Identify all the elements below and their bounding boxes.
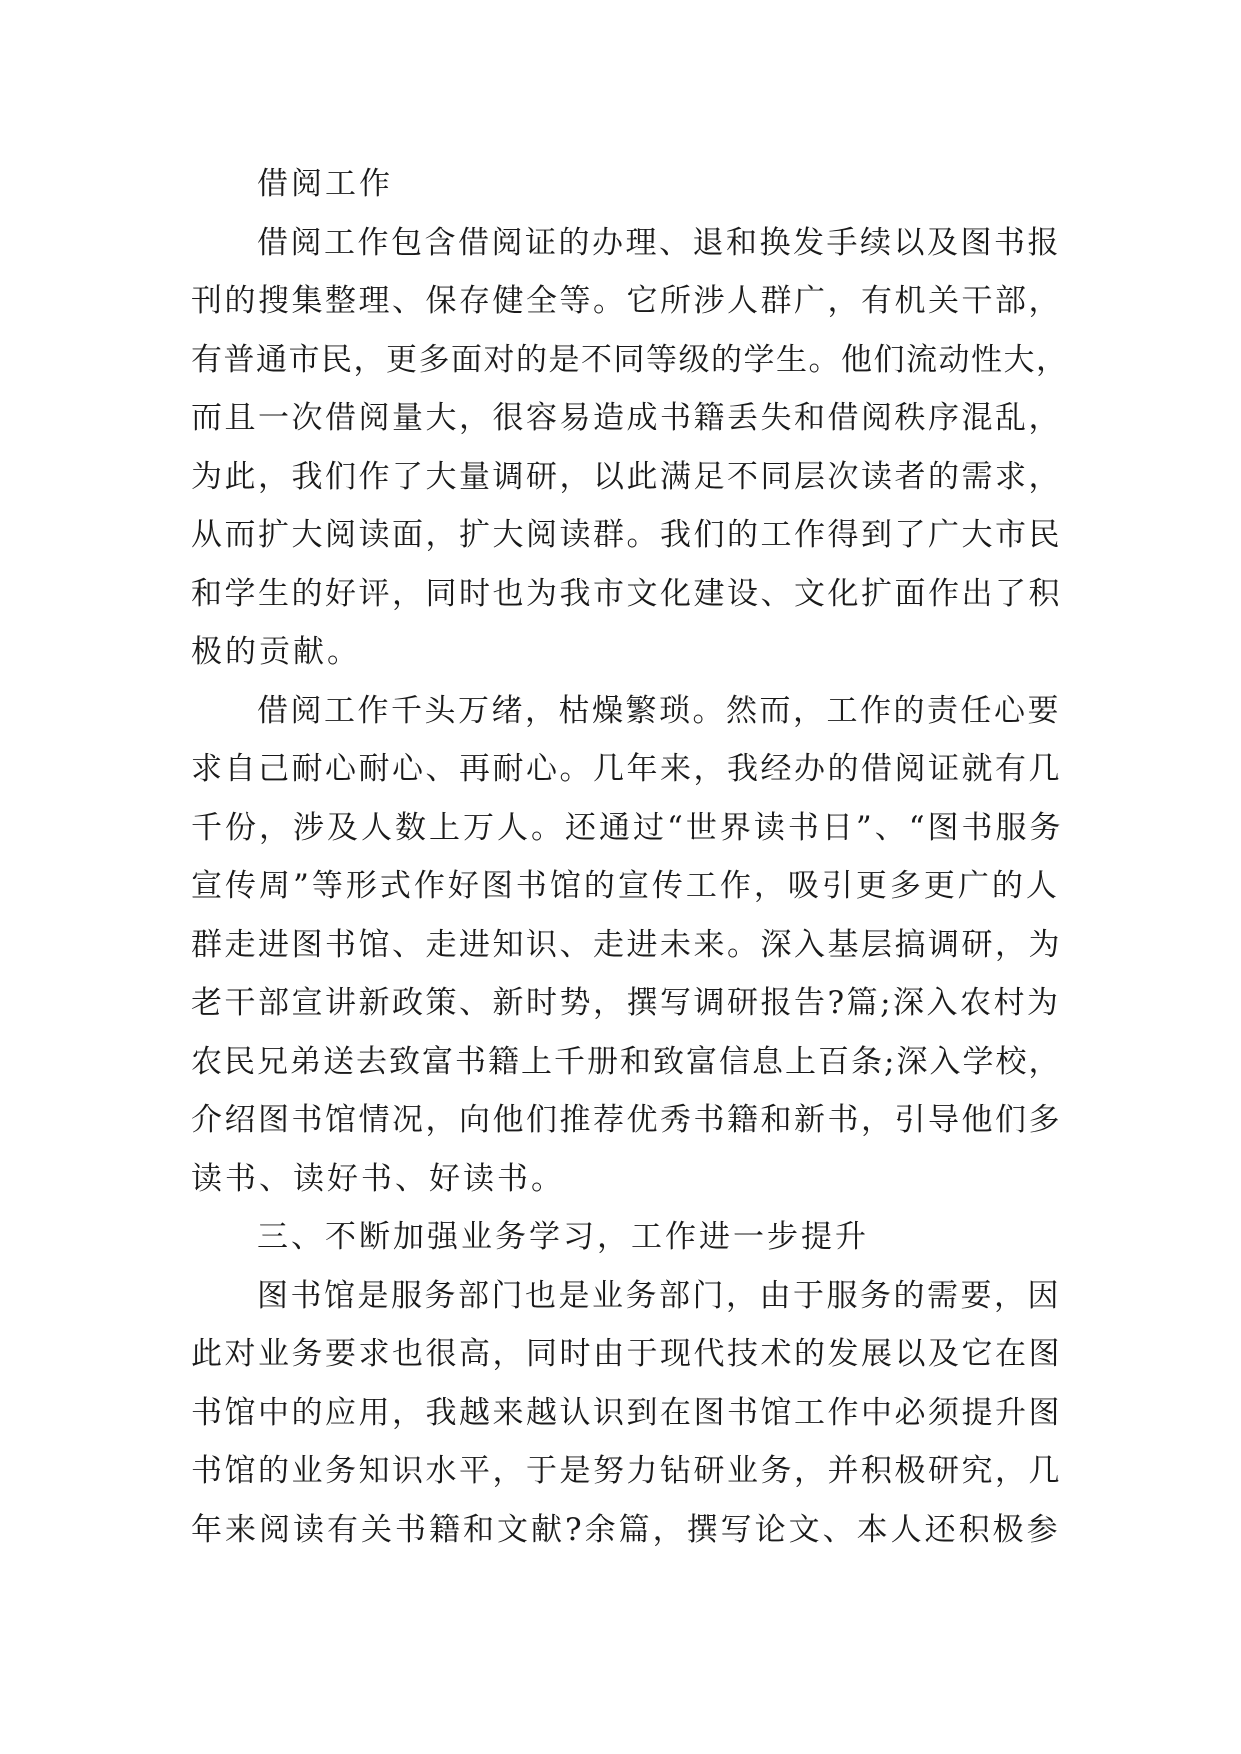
- paragraph-line: 从而扩大阅读面，扩大阅读群。我们的工作得到了广大市民: [191, 517, 1062, 553]
- paragraph-line: 此对业务要求也很高，同时由于现代技术的发展以及它在图: [191, 1336, 1062, 1372]
- document-body: [191, 155, 1071, 1559]
- section-heading-study: 三、不断加强业务学习，工作进一步提升: [257, 1219, 869, 1255]
- paragraph-line: 老干部宣讲新政策、新时势，撰写调研报告?篇;深入农村为: [191, 985, 1061, 1021]
- paragraph-line: 为此，我们作了大量调研，以此满足不同层次读者的需求，: [191, 458, 1062, 495]
- paragraph-line: 而且一次借阅量大，很容易造成书籍丢失和借阅秩序混乱，: [191, 400, 1062, 436]
- paragraph-line: 读书、读好书、好读书。: [191, 1160, 565, 1197]
- paragraph-line: 借阅工作包含借阅证的办理、退和换发手续以及图书报: [257, 224, 1061, 261]
- paragraph-line: 书馆的业务知识水平，于是努力钻研业务，并积极研究，几: [191, 1453, 1062, 1489]
- paragraph-line: 图书馆是服务部门也是业务部门，由于服务的需要，因: [257, 1277, 1061, 1314]
- paragraph-line: 千份，涉及人数上万人。还通过“世界读书日”、“图书服务: [191, 809, 1064, 846]
- paragraph-line: 介绍图书馆情况，向他们推荐优秀书籍和新书，引导他们多: [191, 1102, 1062, 1138]
- paragraph-line: 和学生的好评，同时也为我市文化建设、文化扩面作出了积: [191, 575, 1062, 612]
- paragraph-line: 书馆中的应用，我越来越认识到在图书馆工作中必须提升图: [191, 1394, 1062, 1431]
- paragraph-line: 有普通市民，更多面对的是不同等级的学生。他们流动性大，: [191, 341, 1069, 378]
- paragraph-line: 宣传周”等形式作好图书馆的宣传工作，吸引更多更广的人: [191, 868, 1060, 904]
- paragraph-line: 群走进图书馆、走进知识、走进未来。深入基层搞调研，为: [191, 926, 1062, 963]
- paragraph-line: 农民兄弟送去致富书籍上千册和致富信息上百条;深入学校，: [191, 1043, 1062, 1080]
- section-heading-borrowing: 借阅工作: [257, 166, 393, 202]
- paragraph-line: 年来阅读有关书籍和文献?余篇，撰写论文、本人还积极参: [191, 1511, 1061, 1548]
- paragraph-line: 借阅工作千头万绪，枯燥繁琐。然而，工作的责任心要: [257, 692, 1061, 729]
- paragraph-line: 极的贡献。: [191, 634, 361, 670]
- paragraph-line: 刊的搜集整理、保存健全等。它所涉人群广，有机关干部，: [191, 283, 1062, 319]
- paragraph-line: 求自己耐心耐心、再耐心。几年来，我经办的借阅证就有几: [191, 751, 1062, 787]
